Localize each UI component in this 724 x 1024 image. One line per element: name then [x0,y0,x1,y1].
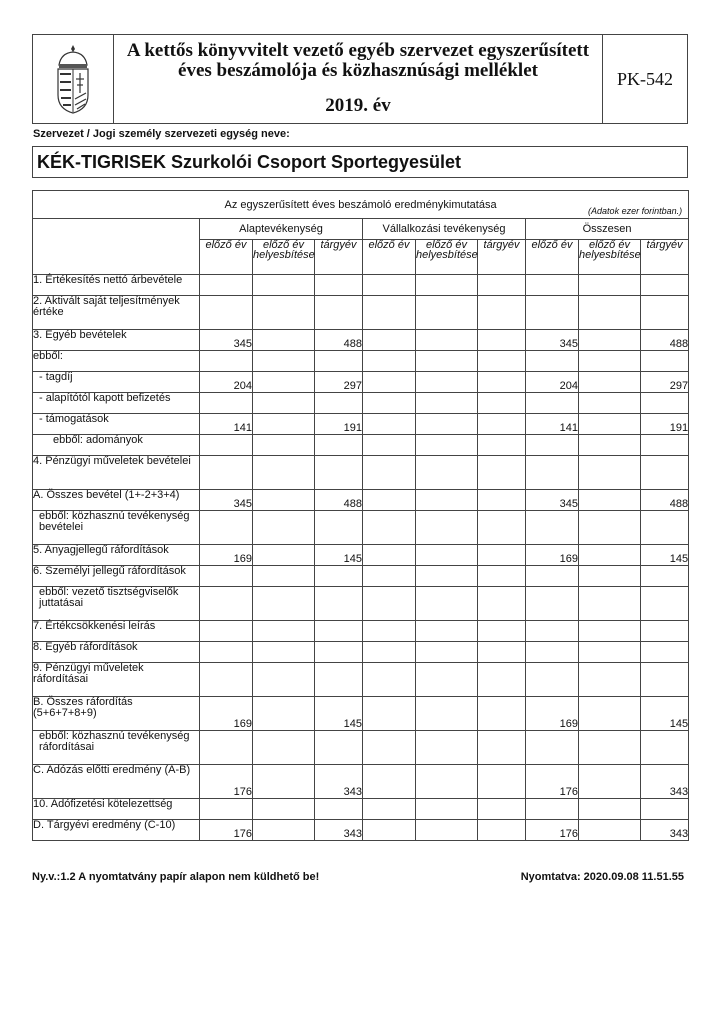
crest-cell [33,35,114,123]
value-cell: 343 [315,820,363,841]
value-cell [253,490,315,511]
value-cell: 488 [641,330,689,351]
value-cell [253,456,315,490]
value-cell [579,414,641,435]
value-cell [416,456,478,490]
value-cell [416,275,478,296]
value-cell [315,799,363,820]
label-column-header [33,219,200,275]
row-label: - támogatások [33,414,200,435]
value-cell [253,799,315,820]
value-cell [579,545,641,566]
value-cell [526,456,579,490]
value-cell [200,587,253,621]
row-label: ebből: adományok [33,435,200,456]
table-row [33,275,689,296]
value-cell [526,296,579,330]
value-cell [526,435,579,456]
value-cell [416,490,478,511]
value-cell: 343 [641,765,689,799]
value-cell [200,642,253,663]
form-title-line2: éves beszámolója és közhasznúsági melléklet [178,60,538,81]
value-cell [478,351,526,372]
value-cell [363,663,416,697]
value-cell [526,511,579,545]
value-cell [363,490,416,511]
value-cell [478,799,526,820]
subcolumn-header: tárgyév [315,240,363,275]
value-cell [200,511,253,545]
value-cell: 169 [200,545,253,566]
value-cell [416,642,478,663]
value-cell: 145 [315,697,363,731]
value-cell: 488 [315,330,363,351]
value-cell [478,456,526,490]
value-cell [253,820,315,841]
value-cell [416,511,478,545]
value-cell [641,566,689,587]
value-cell [315,456,363,490]
subcolumn-header: előző év [363,240,416,275]
value-cell [478,545,526,566]
value-cell [478,621,526,642]
coat-of-arms-icon [53,43,93,115]
value-cell [641,351,689,372]
row-label: 1. Értékesítés nettó árbevétele [33,275,200,296]
value-cell: 191 [641,414,689,435]
value-cell [416,296,478,330]
value-cell [315,642,363,663]
value-cell [641,731,689,765]
value-cell [416,697,478,731]
value-cell [315,393,363,414]
group-header-alap: Alaptevékenység [200,219,363,240]
value-cell [416,731,478,765]
value-cell [579,697,641,731]
value-cell [526,275,579,296]
subcolumn-header: előző év [200,240,253,275]
value-cell [641,799,689,820]
row-label: ebből: közhasznú tevékenység bevételei [33,511,200,545]
value-cell [363,351,416,372]
value-cell [315,296,363,330]
value-cell [200,799,253,820]
table-row [33,731,689,765]
value-cell [579,642,641,663]
value-cell [416,435,478,456]
value-cell [363,393,416,414]
value-cell [416,330,478,351]
value-cell [253,296,315,330]
subcolumn-header: előző év helyesbítése [253,240,315,275]
value-cell: 343 [315,765,363,799]
value-cell: 169 [200,697,253,731]
value-cell [253,663,315,697]
form-code: PK-542 [602,35,687,123]
value-cell: 345 [200,330,253,351]
value-cell [363,330,416,351]
report-title-text: Az egyszerűsített éves beszámoló eredménykimutatása [224,198,497,211]
value-cell [363,697,416,731]
value-cell [478,642,526,663]
row-label: 5. Anyagjellegű ráfordítások [33,545,200,566]
organization-label: Szervezet / Jogi személy szervezeti egység neve: [33,128,290,140]
value-cell [253,372,315,393]
table-row [33,545,689,566]
value-cell: 204 [200,372,253,393]
value-cell [253,545,315,566]
row-label: D. Tárgyévi eredmény (C-10) [33,820,200,841]
subcolumn-header: előző év helyesbítése [579,240,641,275]
value-cell [641,435,689,456]
form-title-line1: A kettős könyvvitelt vezető egyéb szervezet egyszerűsített [126,40,590,61]
value-cell [200,393,253,414]
value-cell [253,765,315,799]
value-cell [416,799,478,820]
value-cell: 345 [200,490,253,511]
value-cell [579,490,641,511]
value-cell [416,351,478,372]
value-cell [641,621,689,642]
value-cell: 488 [315,490,363,511]
value-cell [416,566,478,587]
value-cell [363,414,416,435]
value-cell [579,296,641,330]
table-row [33,587,689,621]
table-row [33,642,689,663]
value-cell [478,731,526,765]
value-cell [478,330,526,351]
table-row [33,765,689,799]
organization-name: KÉK-TIGRISEK Szurkolói Csoport Sportegyesület [32,146,688,178]
value-cell [315,435,363,456]
value-cell [579,372,641,393]
table-row [33,296,689,330]
value-cell [315,587,363,621]
table-row [33,621,689,642]
value-cell [579,587,641,621]
value-cell [416,545,478,566]
value-cell [641,642,689,663]
value-cell [200,435,253,456]
row-label: C. Adózás előtti eredmény (A-B) [33,765,200,799]
value-cell [579,275,641,296]
row-label: 4. Pénzügyi műveletek bevételei [33,456,200,490]
value-cell [641,275,689,296]
value-cell [478,393,526,414]
value-cell: 169 [526,697,579,731]
value-cell [315,663,363,697]
value-cell [579,393,641,414]
value-cell [363,731,416,765]
value-cell [416,663,478,697]
value-cell [641,511,689,545]
value-cell [253,587,315,621]
value-cell [579,435,641,456]
value-cell: 345 [526,490,579,511]
value-cell: 176 [200,765,253,799]
value-cell: 176 [526,820,579,841]
table-row [33,799,689,820]
table-row [33,372,689,393]
row-label: 2. Aktivált saját teljesítmények értéke [33,296,200,330]
value-cell [200,731,253,765]
row-label: ebből: [33,351,200,372]
value-cell [579,731,641,765]
value-cell [416,621,478,642]
value-cell [579,765,641,799]
value-cell [253,414,315,435]
value-cell [363,372,416,393]
table-row [33,511,689,545]
value-cell [526,799,579,820]
table-row [33,414,689,435]
row-label: B. Összes ráfordítás (5+6+7+8+9) [33,697,200,731]
value-cell [579,330,641,351]
group-header-osszesen: Összesen [526,219,689,240]
value-cell [526,393,579,414]
value-cell [478,566,526,587]
value-cell [478,490,526,511]
row-label: 9. Pénzügyi műveletek ráfordításai [33,663,200,697]
value-cell [363,456,416,490]
value-cell: 204 [526,372,579,393]
value-cell [478,820,526,841]
value-cell [416,587,478,621]
value-cell [363,296,416,330]
value-cell: 141 [526,414,579,435]
value-cell [641,296,689,330]
value-cell [478,414,526,435]
value-cell: 488 [641,490,689,511]
table-row [33,393,689,414]
value-cell [478,372,526,393]
value-cell [478,663,526,697]
value-cell [526,731,579,765]
value-cell [315,275,363,296]
value-cell [526,566,579,587]
value-cell [363,435,416,456]
value-cell [478,435,526,456]
value-cell [526,642,579,663]
value-cell [363,545,416,566]
value-cell: 145 [641,697,689,731]
value-cell [478,697,526,731]
value-cell: 145 [315,545,363,566]
report-title [33,191,689,219]
value-cell [579,799,641,820]
value-cell [363,621,416,642]
value-cell [641,663,689,697]
value-cell [478,296,526,330]
value-cell [478,511,526,545]
value-cell [253,731,315,765]
value-cell [363,275,416,296]
unit-note: (Adatok ezer forintban.) [588,206,683,216]
value-cell [363,799,416,820]
value-cell: 345 [526,330,579,351]
table-row [33,456,689,490]
value-cell [363,511,416,545]
table-row [33,330,689,351]
value-cell [315,731,363,765]
value-cell [416,393,478,414]
value-cell [478,275,526,296]
table-row [33,490,689,511]
value-cell [579,820,641,841]
row-label: 3. Egyéb bevételek [33,330,200,351]
value-cell [253,621,315,642]
value-cell [253,435,315,456]
value-cell [253,393,315,414]
subcolumn-header: előző év helyesbítése [416,240,478,275]
value-cell: 297 [641,372,689,393]
value-cell [526,621,579,642]
row-label: ebből: közhasznú tevékenység ráfordításai [33,731,200,765]
group-header-vallalkozasi: Vállalkozási tevékenység [363,219,526,240]
value-cell [416,372,478,393]
value-cell [579,566,641,587]
row-label: 6. Személyi jellegű ráfordítások [33,566,200,587]
value-cell [416,765,478,799]
value-cell: 343 [641,820,689,841]
value-cell [416,414,478,435]
value-cell [315,511,363,545]
value-cell: 169 [526,545,579,566]
value-cell: 145 [641,545,689,566]
value-cell [363,566,416,587]
value-cell [478,765,526,799]
value-cell [253,330,315,351]
value-cell [579,621,641,642]
value-cell [641,456,689,490]
value-cell: 141 [200,414,253,435]
value-cell: 191 [315,414,363,435]
value-cell [526,587,579,621]
value-cell [579,351,641,372]
table-row [33,351,689,372]
value-cell [253,511,315,545]
value-cell [363,587,416,621]
value-cell [478,587,526,621]
value-cell [200,275,253,296]
row-label: - alapítótól kapott befizetés [33,393,200,414]
footer-print-timestamp: Nyomtatva: 2020.09.08 11.51.55 [520,871,684,883]
value-cell [253,275,315,296]
table-row [33,820,689,841]
row-label: 7. Értékcsökkenési leírás [33,621,200,642]
value-cell: 176 [526,765,579,799]
value-cell: 176 [200,820,253,841]
value-cell [579,511,641,545]
value-cell [416,820,478,841]
row-label: 10. Adófizetési kötelezettség [33,799,200,820]
value-cell [200,456,253,490]
value-cell [641,587,689,621]
value-cell [315,351,363,372]
table-row [33,566,689,587]
value-cell [526,351,579,372]
value-cell [200,663,253,697]
value-cell [200,621,253,642]
value-cell [200,296,253,330]
subcolumn-header: tárgyév [641,240,689,275]
row-label: 8. Egyéb ráfordítások [33,642,200,663]
value-cell [253,351,315,372]
value-cell [363,765,416,799]
row-label: - tagdíj [33,372,200,393]
row-label: ebből: vezető tisztségviselők juttatásai [33,587,200,621]
value-cell [253,697,315,731]
value-cell [253,642,315,663]
table-row [33,663,689,697]
value-cell [363,642,416,663]
value-cell [315,566,363,587]
table-row [33,697,689,731]
value-cell [200,566,253,587]
value-cell [253,566,315,587]
value-cell: 297 [315,372,363,393]
value-cell [200,351,253,372]
value-cell [579,663,641,697]
value-cell [363,820,416,841]
table-row [33,435,689,456]
value-cell [526,663,579,697]
form-header [32,34,688,124]
form-year: 2019. év [325,95,391,116]
subcolumn-header: tárgyév [478,240,526,275]
value-cell [641,393,689,414]
form-title-block [114,35,602,123]
value-cell [315,621,363,642]
income-statement-table [32,190,689,841]
row-label: A. Összes bevétel (1+-2+3+4) [33,490,200,511]
value-cell [579,456,641,490]
footer-version-note: Ny.v.:1.2 A nyomtatvány papír alapon nem küldhető be! [32,871,320,883]
subcolumn-header: előző év [526,240,579,275]
